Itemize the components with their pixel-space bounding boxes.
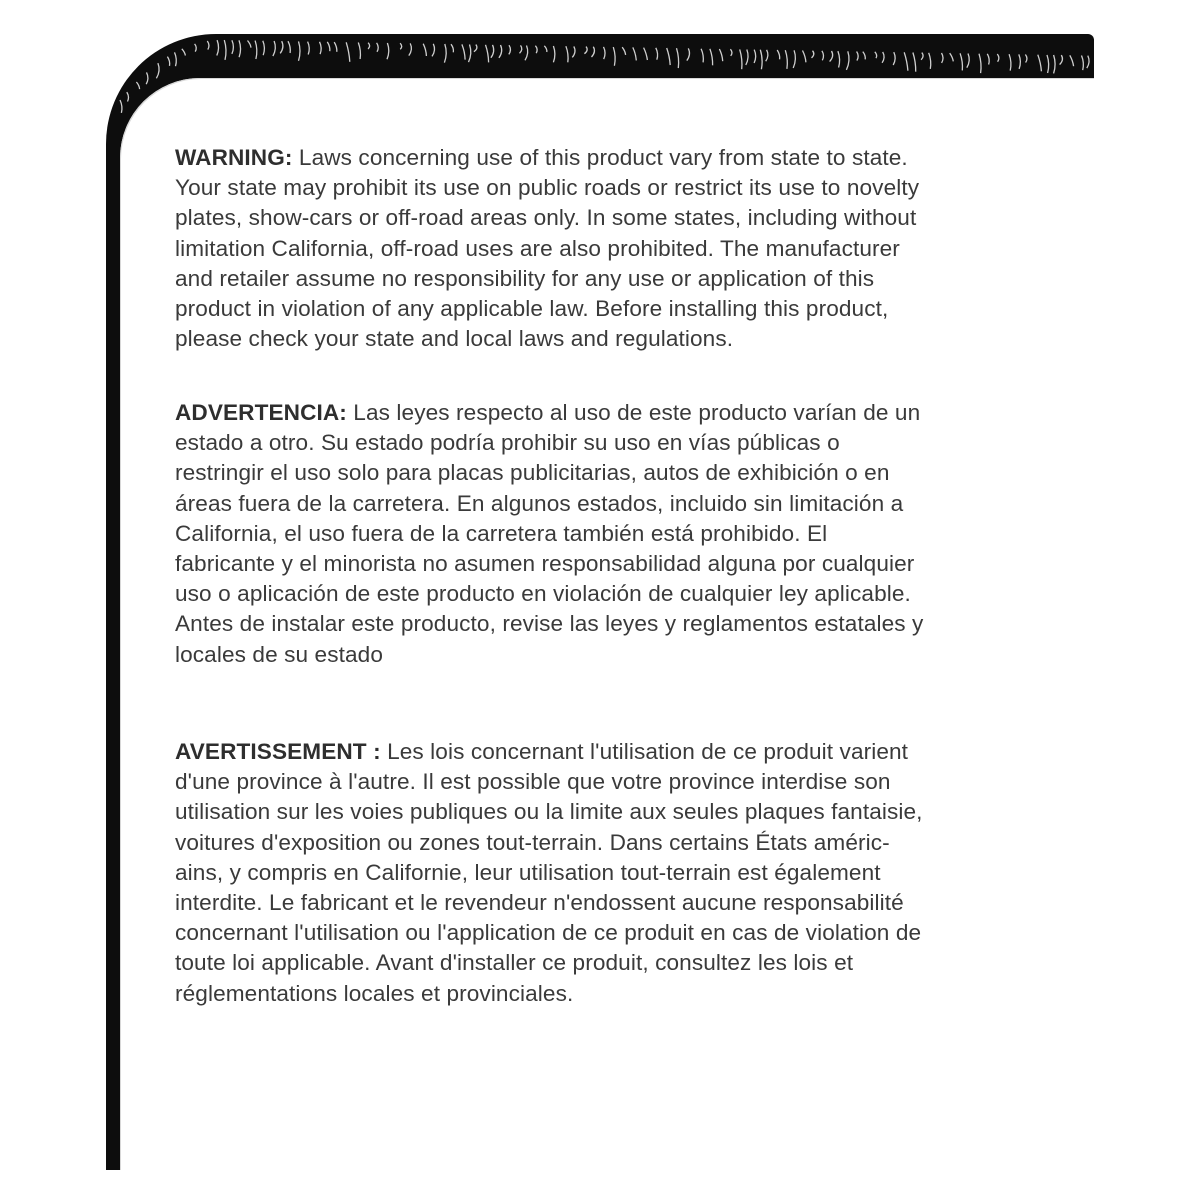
french-warning-line: AVERTISSEMENT : Les lois concernant l'utilisation de ce produit varient	[175, 739, 909, 764]
english-warning-line: Your state may prohibit its use on public roads or restrict its use to novelty	[175, 175, 920, 201]
french-warning-line: utilisation sur les voies publiques ou la limite aux seules plaques fantaisie,	[175, 799, 923, 825]
english-warning-heading: WARNING:	[175, 145, 293, 170]
french-warning-heading: AVERTISSEMENT :	[175, 739, 381, 764]
english-warning-line: and retailer assume no responsibility for any use or application of this	[175, 265, 875, 291]
spanish-warning-line: Antes de instalar este producto, revise las leyes y reglamentos estatales y	[175, 611, 924, 637]
spanish-warning-line: uso o aplicación de este producto en violación de cualquier ley aplicable.	[175, 581, 911, 607]
french-warning-line: réglementations locales et provinciales.	[175, 980, 574, 1006]
french-warning-line: ains, y compris en Californie, leur utilisation tout-terrain est également	[175, 859, 881, 885]
spanish-warning-line: restringir el uso solo para placas publicitarias, autos de exhibición o en	[175, 460, 890, 486]
english-warning-line: limitation California, off-road uses are also prohibited. The manufacturer	[175, 235, 900, 261]
english-warning-line: plates, show-cars or off-road areas only. In some states, including without	[175, 205, 917, 231]
english-warning	[175, 143, 919, 354]
spanish-warning-line: ADVERTENCIA: Las leyes respecto al uso de este producto varían de un	[175, 400, 921, 425]
english-warning-line: please check your state and local laws and regulations.	[175, 326, 734, 352]
spanish-warning	[175, 398, 923, 670]
spanish-warning-line: California, el uso fuera de la carretera también está prohibido. El	[175, 520, 828, 546]
french-warning-line: interdite. Le fabricant et le revendeur n'endossent aucune responsabilité	[175, 890, 904, 916]
spanish-warning-line: fabricante y el minorista no asumen responsabilidad alguna por cualquier	[175, 551, 915, 577]
french-warning-line: voitures d'exposition ou zones tout-terrain. Dans certains États améric-	[175, 829, 890, 855]
french-warning-line: d'une province à l'autre. Il est possible que votre province interdise son	[175, 769, 891, 795]
english-warning-line: product in violation of any applicable law. Before installing this product,	[175, 296, 889, 322]
spanish-warning-line: locales de su estado	[175, 641, 383, 667]
spanish-warning-line: áreas fuera de la carretera. En algunos estados, incluido sin limitación a	[175, 490, 904, 516]
french-warning-line: concernant l'utilisation ou l'application de ce produit en cas de violation de	[175, 920, 922, 946]
french-warning-line: toute loi applicable. Avant d'installer ce produit, consultez les lois et	[175, 950, 854, 976]
french-warning	[175, 737, 923, 1009]
spanish-warning-line: estado a otro. Su estado podría prohibir su uso en vías públicas o	[175, 430, 840, 456]
english-warning-line: WARNING: Laws concerning use of this product vary from state to state.	[175, 145, 908, 170]
spanish-warning-heading: ADVERTENCIA:	[175, 400, 347, 425]
